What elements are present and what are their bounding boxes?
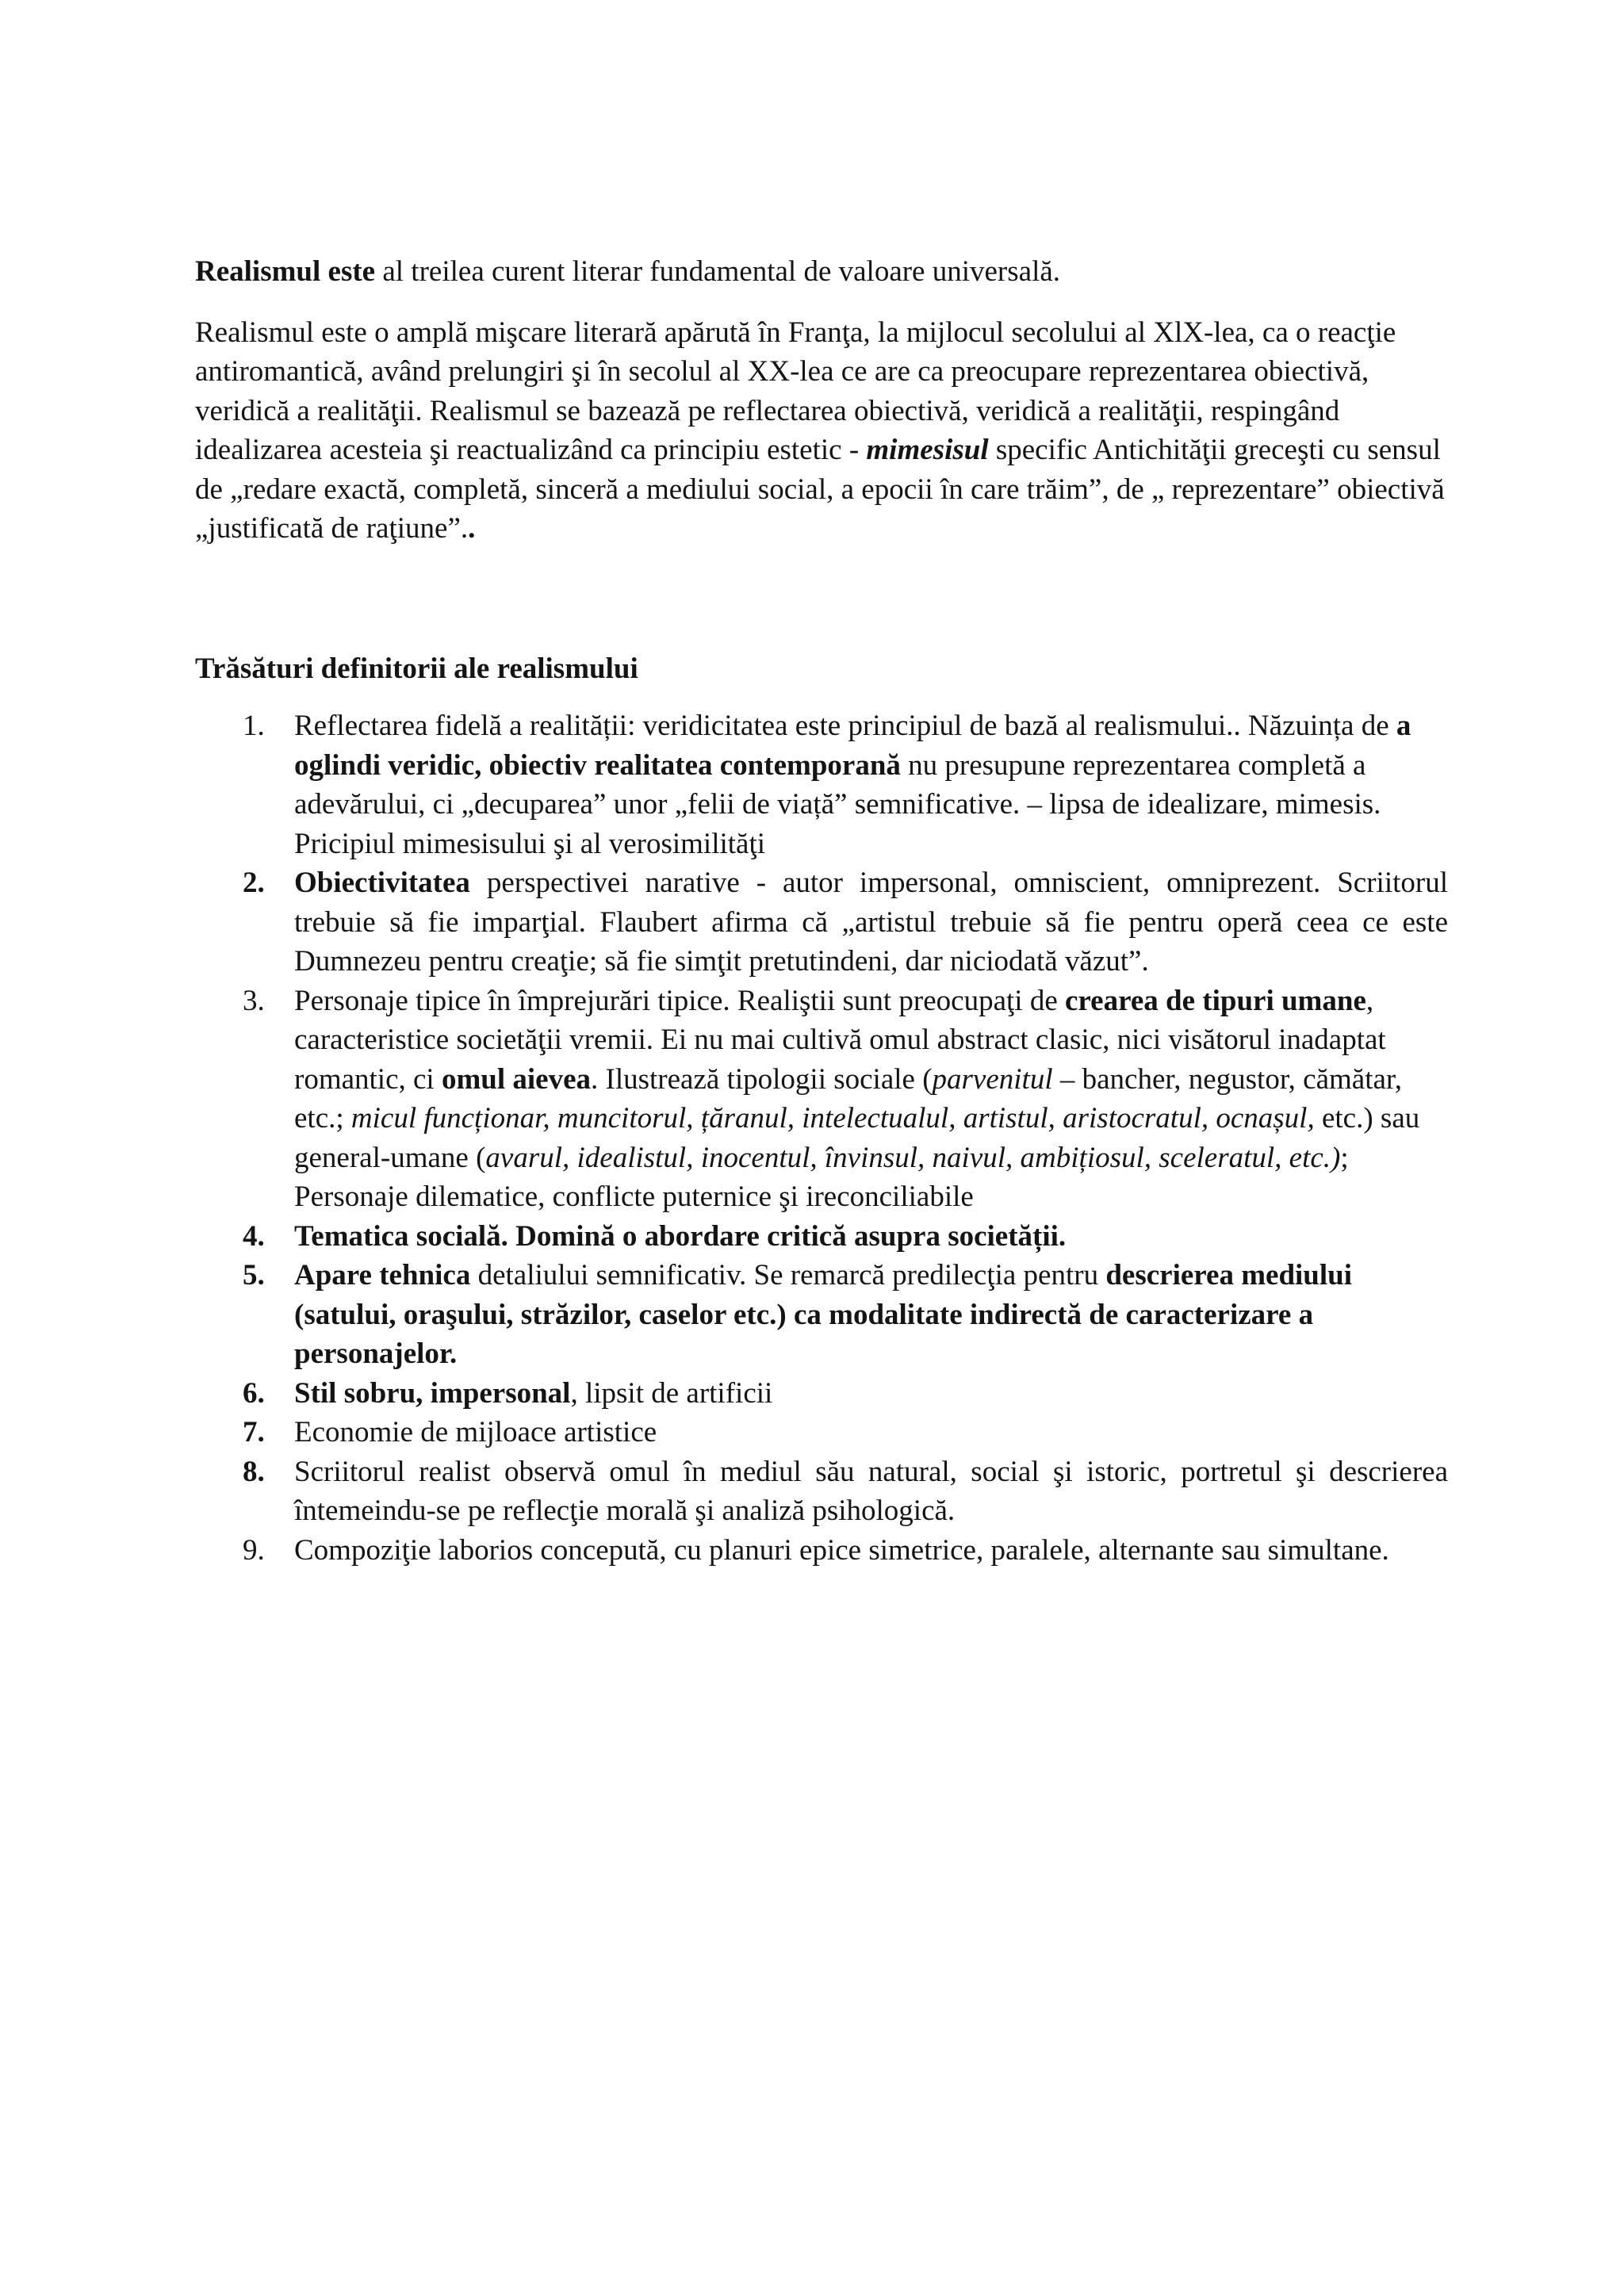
item-bold: Apare tehnica bbox=[294, 1259, 471, 1292]
item-text: nu presupune reprezentarea completă a adevărului, ci „decuparea” unor „felii de viață” semnificative. – lipsa de idealizare, mimesis. Pricipiul mimesisului şi al verosimilităţi bbox=[294, 748, 1381, 860]
item-bold: Tematica socială. Domină o abordare critică asupra societății. bbox=[294, 1219, 1067, 1253]
item-text: bancher, negustor, cămătar, etc.; bbox=[294, 1062, 1403, 1135]
item-bold: omul aievea bbox=[441, 1062, 592, 1096]
item-number: 1. bbox=[243, 710, 265, 742]
item-bold: Obiectivitatea bbox=[294, 867, 470, 899]
list-item bbox=[195, 1256, 1448, 1374]
list-item bbox=[195, 1217, 1448, 1257]
definition-end: . bbox=[468, 512, 476, 545]
list-item bbox=[195, 982, 1448, 1217]
item-number: 3. bbox=[243, 984, 265, 1017]
item-number: 2. bbox=[243, 867, 265, 899]
list-item bbox=[195, 706, 1448, 863]
item-text: etc.) sau general-umane ( bbox=[294, 1102, 1420, 1174]
intro-text: al treilea curent literar fundamental de valoare universală. bbox=[375, 255, 1061, 288]
section-heading: Trăsături definitorii ale realismului bbox=[195, 652, 638, 685]
list-item bbox=[195, 1413, 1448, 1452]
item-text: Compoziţie laborios concepută, cu planuri epice simetrice, paralele, alternante sau simultane. bbox=[294, 1533, 1389, 1567]
features-list bbox=[195, 706, 1448, 1570]
item-text: Scriitorul realist observă omul în mediul său natural, social şi istoric, portretul şi descrierea întemeindu-se pe reflecţie morală şi analiză psihologică. bbox=[294, 1455, 1448, 1527]
item-number: 4. bbox=[243, 1219, 265, 1253]
item-bold: Stil sobru, impersonal bbox=[294, 1376, 571, 1410]
item-text: . Ilustrează tipologii sociale ( bbox=[591, 1062, 933, 1096]
item-number: 8. bbox=[243, 1455, 265, 1488]
definition-text-1: Realismul este o amplă mişcare literară apărută în Franţa, la mijlocul secolului al XlX-lea, ca o reacţie antiromantică, având prelungiri şi în secolul al XX-lea ce are ca preocupare reprezentarea obiectivă, veridică a realităţii. Realismul se bazează pe reflectarea obiectivă, veridică a realităţii, respingând idealizarea acesteia şi reactualizând ca principiu estetic - bbox=[195, 316, 1396, 466]
document-page bbox=[195, 252, 1448, 1570]
intro-sentence bbox=[195, 252, 1448, 292]
item-text: Economie de mijloace artistice bbox=[294, 1416, 657, 1448]
item-text: perspectivei narative - autor impersonal, omniscient, omniprezent. Scriitorul trebuie să fie imparţial. Flaubert afirma că „artistul trebuie să fie pentru operă ceea ce este Dumnezeu pentru creaţie; să fie simţit pretutindeni, dar niciodată văzut”. bbox=[294, 867, 1448, 978]
item-italic: avarul, idealistul, inocentul, învinsul, naivul, ambițiosul, sceleratul, etc.) bbox=[485, 1141, 1341, 1174]
list-item bbox=[195, 1374, 1448, 1414]
list-item bbox=[195, 1531, 1448, 1571]
definition-text-2: specific Antichităţii greceşti cu sensul de „redare exactă, completă, sinceră a mediului social, a epocii în care trăim”, de „ reprezentare” obiectivă „justificată de raţiune”. bbox=[195, 434, 1445, 545]
item-bold: crearea de tipuri umane bbox=[1065, 984, 1366, 1017]
item-text: detaliului semnificativ. Se remarcă predilecţia pentru bbox=[470, 1259, 1106, 1292]
intro-bold: Realismul este bbox=[195, 255, 376, 288]
item-text: , caracteristice societăţii vremii. Ei nu mai cultivă omul abstract clasic, nici visătorul inadaptat romantic, ci bbox=[294, 984, 1386, 1096]
item-bold: descrierea mediului (satului, oraşului, străzilor, caselor etc.) ca modalitate indirectă de caracterizare a personajelor. bbox=[294, 1259, 1353, 1370]
list-item bbox=[195, 863, 1448, 982]
list-item bbox=[195, 1452, 1448, 1531]
definition-paragraph bbox=[195, 313, 1448, 549]
item-text: Personaje tipice în împrejurări tipice. Realiştii sunt preocupaţi de bbox=[294, 984, 1065, 1017]
item-number: 5. bbox=[243, 1259, 265, 1292]
item-text: , lipsit de artificii bbox=[570, 1376, 773, 1410]
item-number: 7. bbox=[243, 1416, 265, 1448]
item-number: 6. bbox=[243, 1376, 265, 1410]
item-italic: micul funcționar, muncitorul, țăranul, intelectualul, artistul, aristocratul, ocnașul, bbox=[350, 1102, 1315, 1135]
item-number: 9. bbox=[243, 1533, 265, 1567]
item-italic: parvenitul – bbox=[932, 1062, 1075, 1096]
item-text: Reflectarea fidelă a realității: veridicitatea este principiul de bază al realismului.. Năzuința de bbox=[294, 710, 1396, 742]
mimesis-term: mimesisul bbox=[866, 434, 989, 466]
item-bold: a oglindi veridic, obiectiv realitatea contemporană bbox=[294, 710, 1411, 782]
item-text: ; Personaje dilematice, conflicte puternice şi ireconciliabile bbox=[294, 1141, 1349, 1213]
